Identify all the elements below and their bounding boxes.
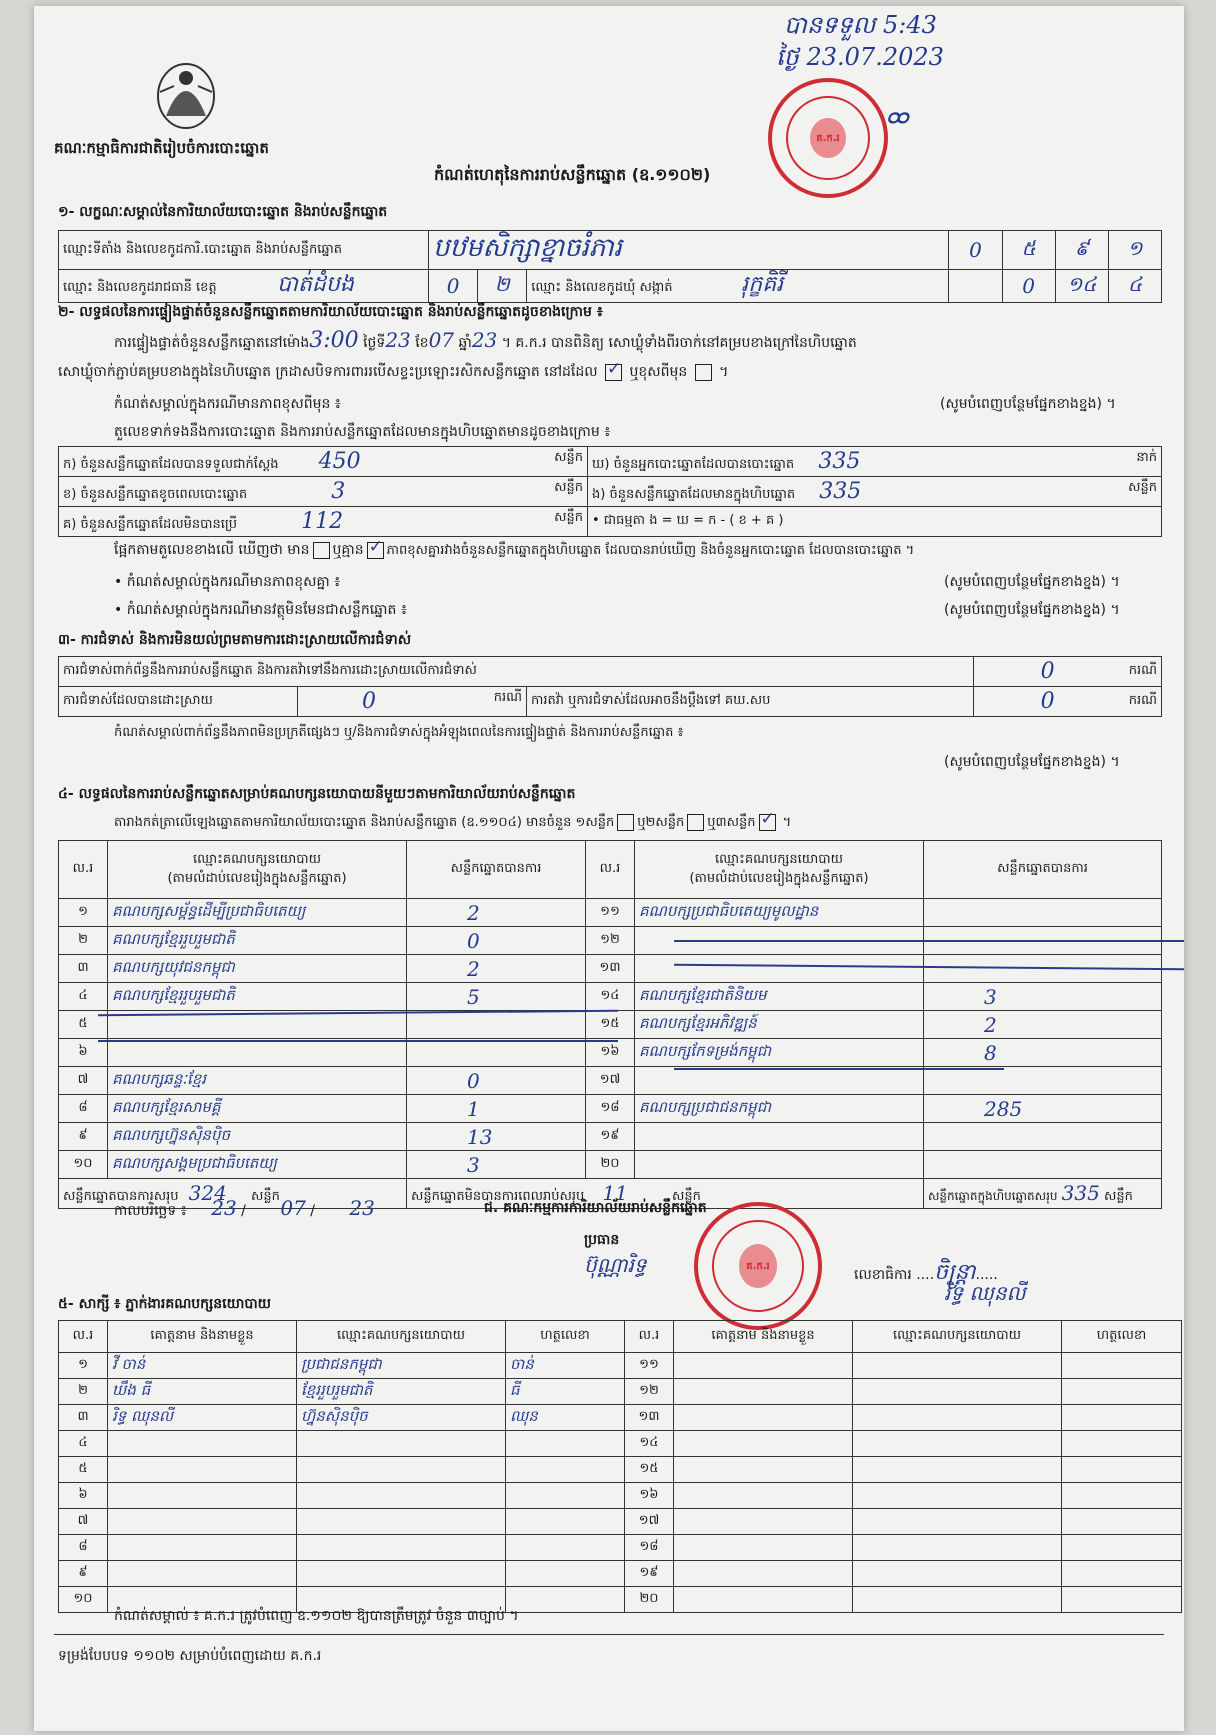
table-row xyxy=(59,1561,1182,1587)
table-row xyxy=(59,1095,1162,1123)
committee-name: គណៈកម្មាធិការជាតិរៀបចំការបោះឆ្នោត xyxy=(54,139,269,157)
commune-code-digit: ៤ xyxy=(1108,270,1161,303)
appeal-count: 0 xyxy=(973,687,1122,717)
witness-number: ១ xyxy=(59,1353,108,1379)
difference-note: • កំណត់សម្គាល់ក្នុងករណីមានភាពខុសគ្នា ៖ xyxy=(114,574,341,590)
irregularities-note: កំណត់សម្គាល់ពាក់ព័ន្ធនឹងភាពមិនប្រក្រតីផ្សេងៗ ឬ/និងការជំទាស់ក្នុងអំឡុងពេលនៃការផ្ទៀងផ្ទាត់ និងការរាប់សន្លឹកឆ្នោត ៖ xyxy=(114,725,684,740)
seal-line: សោឃ្លុំចាក់ភ្ជាប់គម្របខាងក្នុងនៃហិបឆ្នោត ក្រដាសបិទការពាររបើសខ្ទះប្រឡោះរសិកសន្លឹកឆ្នោត នៅដដែល ✓ ឬខុសពីមុន ។ xyxy=(58,358,729,380)
party-name: គណបក្សយុវជនកម្ពុជា xyxy=(108,955,407,983)
table-row xyxy=(59,1067,1162,1095)
witness-party xyxy=(853,1561,1062,1587)
total-in-box: 335 xyxy=(1061,1180,1100,1205)
party-number: ៦ xyxy=(59,1039,108,1067)
section4-heading: ៤- លទ្ធផលនៃការរាប់សន្លឹកឆ្នោតសម្រាប់គណបក្សនយោបាយនីមួយៗតាមការិយាល័យរាប់សន្លឹកឆ្នោត xyxy=(58,786,576,802)
form-note: កំណត់សម្គាល់ ៖ គ.ក.រ ត្រូវបំពេញ ឧ.១១០២ ឱ្យបានត្រឹមត្រូវ ចំនួន ៣ច្បាប់ ។ xyxy=(114,1608,519,1624)
no-difference-checkbox[interactable]: ✓ xyxy=(368,536,383,557)
party-name: គណបក្សខ្មែរជាតិនិយម xyxy=(635,983,924,1011)
witness-party xyxy=(853,1483,1062,1509)
witness-number: ១១ xyxy=(625,1353,674,1379)
table-row xyxy=(59,983,1162,1011)
table-row xyxy=(59,1457,1182,1483)
party-votes xyxy=(924,899,1162,927)
witness-number: ៧ xyxy=(59,1509,108,1535)
witness-signature xyxy=(1062,1353,1182,1379)
party-name: គណបក្សខ្មែររួបរួមជាតិ xyxy=(108,927,407,955)
party-votes: 0 xyxy=(407,1067,586,1095)
fill-hint: (សូមបំពេញបន្ថែមផ្នែកខាងខ្នង) ។ xyxy=(940,396,1116,412)
party-name: គណបក្សខ្មែររួបរួមជាតិ xyxy=(108,983,407,1011)
witness-signature xyxy=(1062,1405,1182,1431)
party-votes xyxy=(407,1011,586,1039)
table-row xyxy=(59,1353,1182,1379)
party-number: ៧ xyxy=(59,1067,108,1095)
table-row xyxy=(59,1535,1182,1561)
witness-name: រិទ្ធ ឈុនលី xyxy=(108,1405,297,1431)
witness-number: ៥ xyxy=(59,1457,108,1483)
strike-line xyxy=(674,1068,1004,1070)
witness-party xyxy=(297,1535,506,1561)
party-votes: 3 xyxy=(924,983,1162,1011)
chair-label: ប្រធាន xyxy=(584,1232,620,1248)
witness-number: ១៥ xyxy=(625,1457,674,1483)
section5-heading: ៥- សាក្សី ៖ ភ្នាក់ងារគណបក្សនយោបាយ xyxy=(58,1296,272,1312)
witness-party xyxy=(297,1457,506,1483)
witness-name xyxy=(674,1587,853,1613)
secretary-name: រិទ្ធ ឈុនលី xyxy=(944,1281,1026,1305)
party-votes xyxy=(924,1123,1162,1151)
objections-table: ការជំទាស់ពាក់ព័ន្ធនឹងការរាប់សន្លឹកឆ្នោត និងការតវ៉ាទៅនឹងការដោះស្រាយលើការជំទាស់ 0 ករណី ការជំទាស់ដែលបានដោះស្រាយ 0 ករណី ការតវ៉ា ឬការជំទាស់ដែលអាចនឹងប្តឹងទៅ គឃ.សប 0 ករណី xyxy=(58,656,1162,717)
party-number: ១៨ xyxy=(586,1095,635,1123)
witness-name xyxy=(674,1457,853,1483)
section2-heading: ២- លទ្ធផលនៃការផ្ទៀងផ្ទាត់ចំនួនសន្លឹកឆ្នោតតាមការិយាល័យបោះឆ្នោត និងរាប់សន្លឹកឆ្នោតដូចខាងក្រោម ៖ xyxy=(58,304,603,320)
party-name: គណបក្សឆន្ទៈខ្មែរ xyxy=(108,1067,407,1095)
witness-name xyxy=(108,1483,297,1509)
witness-name xyxy=(674,1405,853,1431)
table-row xyxy=(59,1039,1162,1067)
party-number: ១២ xyxy=(586,927,635,955)
party-number: ១ xyxy=(59,899,108,927)
table-row xyxy=(59,1405,1182,1431)
witness-number: ៩ xyxy=(59,1561,108,1587)
results-table: ល.រ ឈ្មោះគណបក្សនយោបាយ (តាមលំដាប់លេខរៀងក្នុងសន្លឹកឆ្នោត) សន្លឹកឆ្នោតបានការ ល.រ ឈ្មោះគណបក្សនយោបាយ (តាមលំដាប់លេខរៀងក្នុងសន្លឹកឆ្នោត) សន្លឹកឆ្នោតបានការ ១ គណបក្សសម្ព័ន្ធដើម្បីប្រជាធិបតេយ្យ 2 ១១ គណបក្សប្រជាធិបតេយ្យមូលដ្ឋាន ២ គណបក្សខ្មែររួបរួមជាតិ 0 ១២ ៣ គណបក្សយុវជនកម្ពុជា 2 ១៣ ៤ គណបក្សខ្មែររួបរួមជាតិ 5 ១៤ គណបក្សខ្មែរជាតិនិយម 3 ៥ ១៥ គណបក្សខ្មែរអភិវឌ្ឍន៍ 2 ៦ ១៦ គណបក្សកែទម្រង់កម្ពុជា 8 ៧ គណបក្សឆន្ទៈខ្មែរ 0 ១៧ ៨ គណបក្សខ្មែរសាមគ្គី 1 ១៨ គណបក្សប្រជាជនកម្ពុជា 285 ៩ គណបក្សហ្វ៊ុនស៊ិនប៉ិច 13 ១៩ ១០ គណបក្សសង្គមប្រជាធិបតេយ្យ 3 ២០ សន្លឹកឆ្នោតបានការសរុប 324 សន្លឹក សន្លឹកឆ្នោតមិនបានការពេលរាប់សរុប 11 សន្លឹក សន្លឹកឆ្នោតក្នុងហិបឆ្នោតសរុប 335 សន្លឹក xyxy=(58,840,1162,1209)
voters-count: 335 xyxy=(818,448,861,474)
witness-party xyxy=(853,1587,1062,1613)
party-votes: 285 xyxy=(924,1095,1162,1123)
office-code-digit: 0 xyxy=(949,231,1002,270)
office-code-digit: ៩ xyxy=(1055,231,1108,270)
table-row xyxy=(59,1151,1162,1179)
change-note-label: កំណត់សម្គាល់ក្នុងករណីមានភាពខុសពីមុន ៖ xyxy=(114,396,341,412)
party-number: ១៣ xyxy=(586,955,635,983)
witness-name xyxy=(108,1535,297,1561)
commune-code-digit: 0 xyxy=(1002,270,1055,303)
party-number: ២ xyxy=(59,927,108,955)
party-number: ១១ xyxy=(586,899,635,927)
figures-intro: តួលេខទាក់ទងនឹងការបោះឆ្នោត និងការរាប់សន្លឹកឆ្នោតដែលមានក្នុងហិបឆ្នោតមានដូចខាងក្រោម ៖ xyxy=(114,424,611,440)
witness-signature xyxy=(1062,1379,1182,1405)
province-code-digit: 0 xyxy=(429,270,478,303)
office-label: ឈ្មោះទីតាំង និងលេខកូដការិ.បោះឆ្នោត និងរាប់សន្លឹកឆ្នោត xyxy=(59,231,429,270)
footer-text: ទម្រង់បែបបទ ១១០២ សម្រាប់បំពេញដោយ គ.ក.រ xyxy=(58,1648,322,1664)
witness-number: ១៣ xyxy=(625,1405,674,1431)
official-stamp-bottom: គ.ក.រ xyxy=(694,1202,822,1330)
witness-name xyxy=(108,1561,297,1587)
difference-line: ផ្អែកតាមតួលេខខាងលើ ឃើញថា មាន ឬគ្មាន ✓ ភាពខុសគ្នារវាងចំនួនសន្លឹកឆ្នោតក្នុងហិបឆ្នោត ដែលបានរាប់ឃើញ និងចំនួនអ្នកបោះឆ្នោត ដែលបានបោះឆ្នោត ។ xyxy=(114,536,915,558)
party-number: ១៩ xyxy=(586,1123,635,1151)
witness-party: ប្រជាជនកម្ពុជា xyxy=(297,1353,506,1379)
verify-time: 3:00 xyxy=(309,328,359,353)
witness-number: ១៧ xyxy=(625,1509,674,1535)
witness-party xyxy=(297,1561,506,1587)
office-value: បឋមសិក្សាខ្នាចរំភារ xyxy=(433,233,622,263)
formula-note: • ជាធម្មតា ង = ឃ = ក - ( ខ + គ ) xyxy=(592,513,784,528)
witness-signature xyxy=(506,1561,625,1587)
witness-name xyxy=(674,1535,853,1561)
witness-signature xyxy=(506,1431,625,1457)
witness-number: ៨ xyxy=(59,1535,108,1561)
resolved-count: 0 xyxy=(362,689,376,714)
witness-signature xyxy=(506,1509,625,1535)
party-number: ១៧ xyxy=(586,1067,635,1095)
witness-party xyxy=(853,1457,1062,1483)
party-votes: 13 xyxy=(407,1123,586,1151)
witness-party xyxy=(853,1353,1062,1379)
fill-hint: (សូមបំពេញបន្ថែមផ្នែកខាងខ្នង) ។ xyxy=(944,754,1120,770)
section1-heading: ១- លក្ខណៈសម្គាល់នៃការិយាល័យបោះឆ្នោត និងរាប់សន្លឹកឆ្នោត xyxy=(58,204,388,220)
witness-table: ល.រ គោត្តនាម និងនាមខ្លួន ឈ្មោះគណបក្សនយោបាយ ហត្ថលេខា ល.រ គោត្តនាម និងនាមខ្លួន ឈ្មោះគណបក្សនយោបាយ ហត្ថលេខា ១ វី ចាន់ ប្រជាជនកម្ពុជា ចាន់ ១១ ២ ឃឹង ធី ខ្មែររួបរួមជាតិ ធី ១២ ៣ រិទ្ធ ឈុនលី ហ្វ៊ុនស៊ិនប៉ិច ឈុន ១៣ ៤ ១៤ ៥ ១៥ ៦ ១៦ ៧ ១៧ ៨ ១៨ ៩ ១៩ ១០ ២០ xyxy=(58,1320,1182,1613)
witness-number: ១៩ xyxy=(625,1561,674,1587)
party-number: ២០ xyxy=(586,1151,635,1179)
objections-label: ការជំទាស់ពាក់ព័ន្ធនឹងការរាប់សន្លឹកឆ្នោត និងការតវ៉ាទៅនឹងការដោះស្រាយលើការជំទាស់ xyxy=(59,657,974,687)
foreign-object-note: • កំណត់សម្គាល់ក្នុងករណីមានវត្ថុមិនមែនជាសន្លឹកឆ្នោត ៖ xyxy=(114,602,407,618)
total-invalid: 11 xyxy=(602,1180,628,1205)
witness-party xyxy=(853,1431,1062,1457)
table-row xyxy=(59,1123,1162,1151)
witness-number: ១២ xyxy=(625,1379,674,1405)
party-number: ១០ xyxy=(59,1151,108,1179)
witness-signature: ឈុន xyxy=(506,1405,625,1431)
table-row xyxy=(59,1509,1182,1535)
secretary-signature: ចិន្ត្រា xyxy=(934,1260,976,1285)
party-name: គណបក្សសង្គមប្រជាធិបតេយ្យ xyxy=(108,1151,407,1179)
party-votes: 0 xyxy=(407,927,586,955)
divider xyxy=(54,1634,1164,1635)
party-number: ៤ xyxy=(59,983,108,1011)
verify-line: ការផ្ទៀងផ្ទាត់ចំនួនសន្លឹកឆ្នោតនៅម៉ោង3:00 ថ្ងៃទី23 ខែ07 ឆ្នាំ23 ។ គ.ក.រ បានពិនិត្យ សោឃ្លុំទាំងពីរចាក់នៅគម្របខាងក្រៅនៃហិបឆ្នោត xyxy=(114,328,857,353)
party-number: ៨ xyxy=(59,1095,108,1123)
has-difference-checkbox[interactable] xyxy=(313,542,330,559)
party-votes: 1 xyxy=(407,1095,586,1123)
party-votes: 2 xyxy=(407,899,586,927)
party-name: គណបក្សហ្វ៊ុនស៊ិនប៉ិច xyxy=(108,1123,407,1151)
table-row xyxy=(59,1483,1182,1509)
witness-party xyxy=(853,1535,1062,1561)
secretary-label: លេខាធិការ ....ចិន្ត្រា..... xyxy=(854,1260,998,1285)
unchanged-checkbox[interactable]: ✓ xyxy=(607,358,622,379)
witness-party xyxy=(297,1431,506,1457)
witness-signature: ធី xyxy=(506,1379,625,1405)
party-number: ១៦ xyxy=(586,1039,635,1067)
two-sheet-checkbox[interactable] xyxy=(687,814,704,831)
party-votes xyxy=(924,1067,1162,1095)
witness-number: ២០ xyxy=(625,1587,674,1613)
table-row xyxy=(59,1379,1182,1405)
changed-checkbox[interactable] xyxy=(695,364,712,381)
party-votes: 2 xyxy=(924,1011,1162,1039)
sheet-count-line: តារាងកត់ត្រាលើឡេងឆ្នោតតាមការិយាល័យបោះឆ្នោត និងរាប់សន្លឹកឆ្នោត (ឧ.១១០៤) មានចំនួន ១សន្លឹក ឬ២សន្លឹក ឬ៣សន្លឹក ✓ ។ xyxy=(114,809,792,830)
table-row xyxy=(59,1431,1182,1457)
witness-number: ១៤ xyxy=(625,1431,674,1457)
party-number: ៣ xyxy=(59,955,108,983)
form-sheet xyxy=(34,6,1184,1731)
witness-number: ២ xyxy=(59,1379,108,1405)
party-number: ១៤ xyxy=(586,983,635,1011)
commune-label: ឈ្មោះ និងលេខកូដឃុំ សង្កាត់ xyxy=(531,280,673,295)
one-sheet-checkbox[interactable] xyxy=(617,814,634,831)
office-code-digit: ១ xyxy=(1108,231,1161,270)
witness-name xyxy=(674,1431,853,1457)
witness-party xyxy=(853,1509,1062,1535)
witness-signature xyxy=(1062,1431,1182,1457)
witness-signature xyxy=(1062,1587,1182,1613)
witness-signature xyxy=(1062,1509,1182,1535)
witness-name xyxy=(674,1483,853,1509)
official-stamp-top: គ.ក.រ xyxy=(768,78,888,198)
party-votes: 3 xyxy=(407,1151,586,1179)
witness-number: ១៨ xyxy=(625,1535,674,1561)
witness-signature xyxy=(506,1483,625,1509)
witness-party: ខ្មែររួបរួមជាតិ xyxy=(297,1379,506,1405)
strike-line xyxy=(98,1040,618,1042)
witness-signature: ចាន់ xyxy=(506,1353,625,1379)
verify-year: 23 xyxy=(471,328,498,352)
unused-ballots: 112 xyxy=(301,508,344,534)
table-row xyxy=(59,899,1162,927)
verify-day: 23 xyxy=(385,328,411,352)
appeal-label: ការតវ៉ា ឬការជំទាស់ដែលអាចនឹងប្តឹងទៅ គឃ.សប xyxy=(527,687,974,717)
witness-name xyxy=(674,1561,853,1587)
party-name: គណបក្សខ្មែរអភិវឌ្ឍន៍ xyxy=(635,1011,924,1039)
witness-number: ១៦ xyxy=(625,1483,674,1509)
section3-heading: ៣- ការជំទាស់ និងការមិនយល់ព្រមតាមការដោះស្រាយលើការជំទាស់ xyxy=(58,632,412,648)
witness-name xyxy=(674,1353,853,1379)
party-votes xyxy=(407,1039,586,1067)
party-name xyxy=(635,1123,924,1151)
figures-table: ក) ចំនួនសន្លឹកឆ្នោតដែលបានទទួលជាក់ស្តែង 450 សន្លឹក ឃ) ចំនួនអ្នកបោះឆ្នោតដែលបានបោះឆ្នោត 335 នាក់ ខ) ចំនួនសន្លឹកឆ្នោតខូចពេលបោះឆ្នោត 3 សន្លឹក ង) ចំនួនសន្លឹកឆ្នោតដែលមានក្នុងហិបឆ្នោត 335 សន្លឹក គ) ចំនួនសន្លឹកឆ្នោតដែលមិនបានប្រើ 112 សន្លឹក • ជាធម្មតា ង = ឃ = ក - ( ខ + គ ) xyxy=(58,446,1162,537)
witness-signature xyxy=(1062,1535,1182,1561)
office-code-digit: ៥ xyxy=(1002,231,1055,270)
witness-name: ឃឹង ធី xyxy=(108,1379,297,1405)
party-votes: 2 xyxy=(407,955,586,983)
section1-table xyxy=(58,230,1162,303)
witness-signature xyxy=(506,1457,625,1483)
witness-number: ៤ xyxy=(59,1431,108,1457)
verify-month: 07 xyxy=(428,328,455,352)
resolved-label: ការជំទាស់ដែលបានដោះស្រាយ xyxy=(59,687,298,717)
fill-hint: (សូមបំពេញបន្ថែមផ្នែកខាងខ្នង) ។ xyxy=(944,574,1120,590)
witness-party xyxy=(297,1509,506,1535)
received-ballots: 450 xyxy=(318,448,361,474)
form-title: កំណត់ហេតុនៃការរាប់សន្លឹកឆ្នោត (ឧ.១១០២) xyxy=(434,165,711,184)
witness-signature xyxy=(1062,1483,1182,1509)
province-value: បាត់ដំបង xyxy=(277,272,354,297)
party-name: គណបក្សខ្មែរសាមគ្គី xyxy=(108,1095,407,1123)
ballots-in-box: 335 xyxy=(819,478,862,504)
party-name: គណបក្សប្រជាធិបតេយ្យមូលដ្ឋាន xyxy=(635,899,924,927)
party-name: គណបក្សកែទម្រង់កម្ពុជា xyxy=(635,1039,924,1067)
party-name: គណបក្សសម្ព័ន្ធដើម្បីប្រជាធិបតេយ្យ xyxy=(108,899,407,927)
witness-signature xyxy=(1062,1457,1182,1483)
commune-code-digit: ១៤ xyxy=(1055,270,1108,303)
witness-name xyxy=(108,1431,297,1457)
witness-name: វី ចាន់ xyxy=(108,1353,297,1379)
party-name: គណបក្សប្រជាជនកម្ពុជា xyxy=(635,1095,924,1123)
party-name xyxy=(635,955,924,983)
signature-top: ᢁ xyxy=(884,103,908,138)
date-year: 23 xyxy=(349,1196,375,1220)
date-month: 07 xyxy=(280,1196,306,1220)
witness-name xyxy=(674,1509,853,1535)
national-emblem-icon xyxy=(154,56,218,130)
witness-party xyxy=(853,1405,1062,1431)
party-name xyxy=(635,1067,924,1095)
witness-name xyxy=(108,1457,297,1483)
spoiled-ballots: 3 xyxy=(331,478,346,504)
fill-hint: (សូមបំពេញបន្ថែមផ្នែកខាងខ្នង) ។ xyxy=(944,602,1120,618)
received-date: ថ្ងៃ 23.07.2023 xyxy=(776,43,944,71)
objections-count: 0 xyxy=(973,657,1122,687)
party-votes: 5 xyxy=(407,983,586,1011)
party-name xyxy=(635,1151,924,1179)
party-number: ៩ xyxy=(59,1123,108,1151)
witness-name xyxy=(674,1379,853,1405)
province-label: ឈ្មោះ និងលេខកូដរាជធានី ខេត្ត xyxy=(63,280,217,295)
chair-signature: ប៊ុណ្ណារិទ្ធ xyxy=(584,1253,647,1277)
received-note: បានទទួល 5:43 xyxy=(784,11,937,39)
three-sheet-checkbox[interactable]: ✓ xyxy=(760,809,775,829)
witness-party: ហ្វ៊ុនស៊ិនប៉ិច xyxy=(297,1405,506,1431)
commune-value: រុក្ខគិរី xyxy=(741,272,784,297)
party-name xyxy=(108,1039,407,1067)
strike-line xyxy=(674,940,1184,942)
witness-number: ១០ xyxy=(59,1587,108,1613)
witness-number: ៦ xyxy=(59,1483,108,1509)
total-valid: 324 xyxy=(188,1180,227,1205)
committee-label: ជ. គណៈកម្មការការិយាល័យរាប់សន្លឹកឆ្នោត xyxy=(484,1200,707,1216)
witness-party xyxy=(853,1379,1062,1405)
witness-signature xyxy=(1062,1561,1182,1587)
date-day: 23 xyxy=(211,1196,237,1220)
party-number: ៥ xyxy=(59,1011,108,1039)
witness-signature xyxy=(506,1535,625,1561)
witness-signature xyxy=(506,1587,625,1613)
party-votes: 8 xyxy=(924,1039,1162,1067)
party-number: ១៥ xyxy=(586,1011,635,1039)
witness-number: ៣ xyxy=(59,1405,108,1431)
party-votes xyxy=(924,1151,1162,1179)
witness-party xyxy=(297,1483,506,1509)
witness-name xyxy=(108,1509,297,1535)
date-line: កាលបរិច្ឆេទ ៖ 23 / 07 / 23 xyxy=(114,1196,375,1220)
province-code-digit: ២ xyxy=(478,270,527,303)
